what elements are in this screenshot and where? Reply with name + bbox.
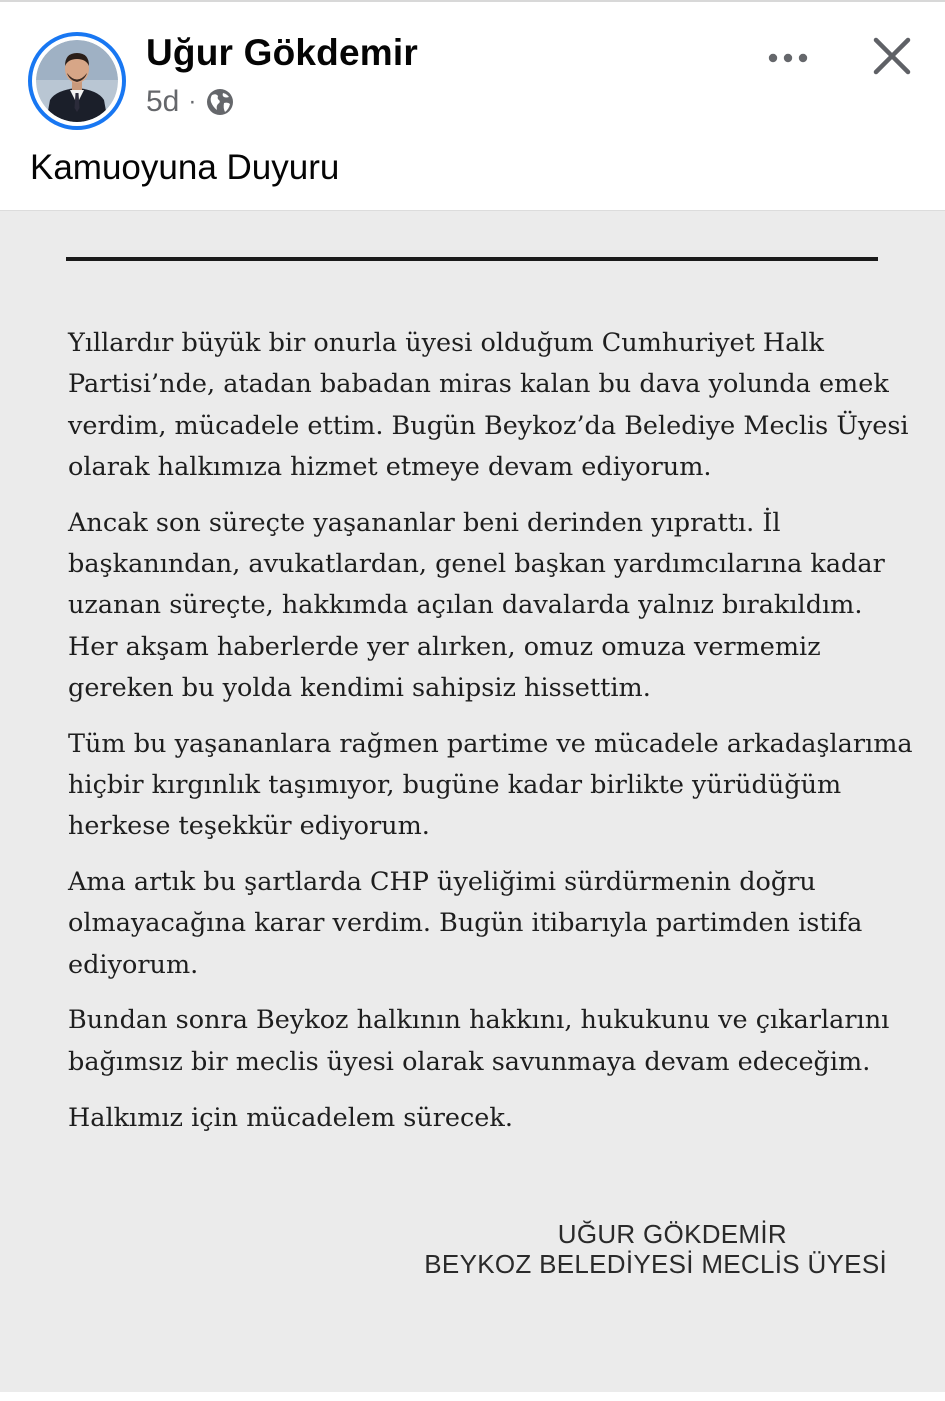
globe-icon[interactable] (205, 87, 235, 117)
letter-body (68, 323, 918, 1153)
meta-separator: · (188, 88, 197, 115)
letter-divider (66, 257, 878, 261)
letter-paragraph: Ancak son süreçte yaşananlar beni derinden yıprattı. İl başkanından, avukatlardan, genel başkan yardımcılarına kadar uzanan süreçte, hakkımda açılan davalarda yalnız bırakıldım. Her akşam haberlerde yer alırken, omuz omuza vermemiz gereken bu yolda kendimi sahipsiz hissettim. (68, 507, 885, 703)
post-meta (146, 84, 235, 120)
signature-name: UĞUR GÖKDEMİR (557, 1219, 787, 1249)
letter-paragraph: Yıllardır büyük bir onurla üyesi olduğum Cumhuriyet Halk Partisi’nde, atadan babadan miras kalan bu dava yolunda emek verdim, mücadele ettim. Bugün Beykoz’da Belediye Meclis Üyesi olarak halkımıza hizmet etmeye devam ediyorum. (68, 328, 909, 482)
letter-paragraph: Bundan sonra Beykoz halkının hakkını, hukukunu ve çıkarlarını bağımsız bir meclis üyesi olarak savunmaya devam edeceğim. (68, 1005, 890, 1077)
more-options-icon (768, 53, 808, 63)
letter-paragraph: Ama artık bu şartlarda CHP üyeliğimi sürdürmenin doğru olmayacağına karar verdim. Bugün itibarıyla partimden istifa ediyorum. (68, 867, 863, 980)
avatar[interactable] (28, 32, 126, 130)
close-icon (866, 30, 918, 82)
letter-paragraph: Halkımız için mücadelem sürecek. (68, 1102, 513, 1133)
close-button[interactable] (866, 30, 918, 82)
profile-photo-icon (36, 40, 118, 122)
signature-title: BEYKOZ BELEDİYESİ MECLİS ÜYESİ (424, 1249, 887, 1279)
post-caption: Kamuoyuna Duyuru (30, 148, 340, 187)
author-name[interactable]: Uğur Gökdemir (146, 32, 418, 73)
signature-block (424, 1219, 887, 1279)
post-timestamp[interactable]: 5d (146, 85, 180, 118)
bottom-divider (0, 1392, 945, 1401)
announcement-image[interactable] (0, 210, 945, 1392)
letter-paragraph: Tüm bu yaşananlara rağmen partime ve mücadele arkadaşlarıma hiçbir kırgınlık taşımıyor, bugüne kadar birlikte yürüdüğüm herkese teşekkür ediyorum. (68, 728, 913, 842)
more-options-button[interactable] (760, 42, 816, 74)
